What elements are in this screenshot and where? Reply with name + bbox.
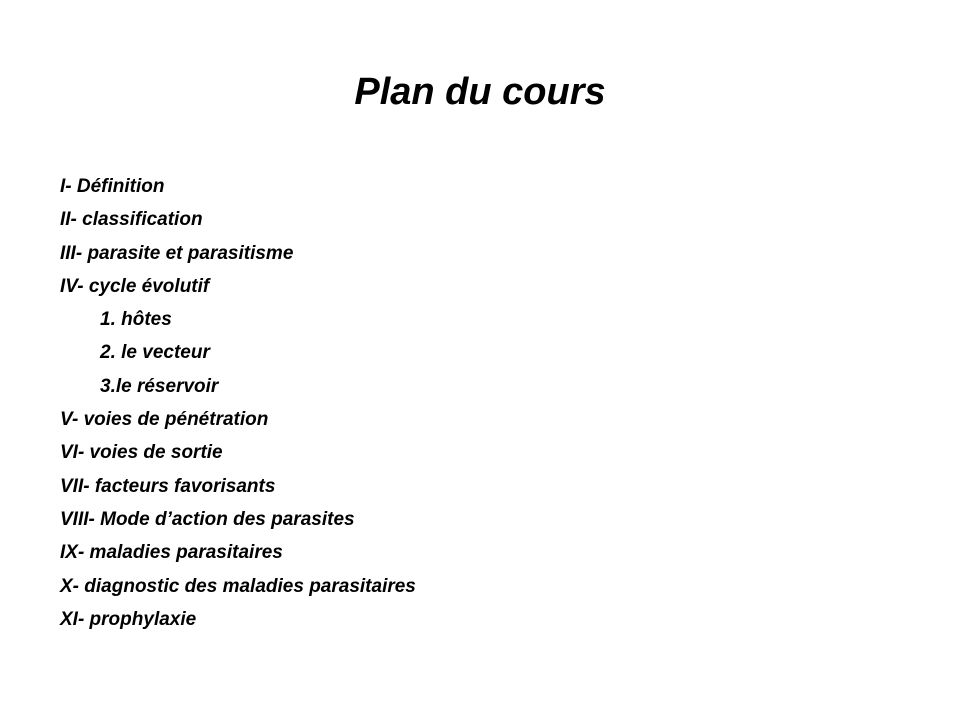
outline-subitem: 1. hôtes — [100, 309, 172, 331]
outline-item: VII- facteurs favorisants — [60, 475, 276, 497]
outline-item: V- voies de pénétration — [60, 409, 269, 431]
page-title: Plan du cours — [354, 71, 606, 113]
outline-item: I- Définition — [60, 176, 165, 197]
outline-item: X- diagnostic des maladies parasitaires — [60, 575, 416, 597]
outline-item: VI- voies de sortie — [60, 442, 223, 464]
outline-item: III- parasite et parasitisme — [60, 242, 294, 264]
outline-item: IV- cycle évolutif — [60, 275, 210, 297]
outline-item: VIII- Mode d’action des parasites — [60, 508, 355, 530]
outline-item: IX- maladies parasitaires — [60, 542, 283, 564]
outline-subitem: 2. le vecteur — [100, 342, 210, 364]
outline-item: XI- prophylaxie — [60, 608, 197, 630]
outline-subitem: 3.le réservoir — [100, 375, 219, 397]
outline-item: II- classification — [60, 209, 203, 231]
course-outline-list — [60, 170, 416, 636]
